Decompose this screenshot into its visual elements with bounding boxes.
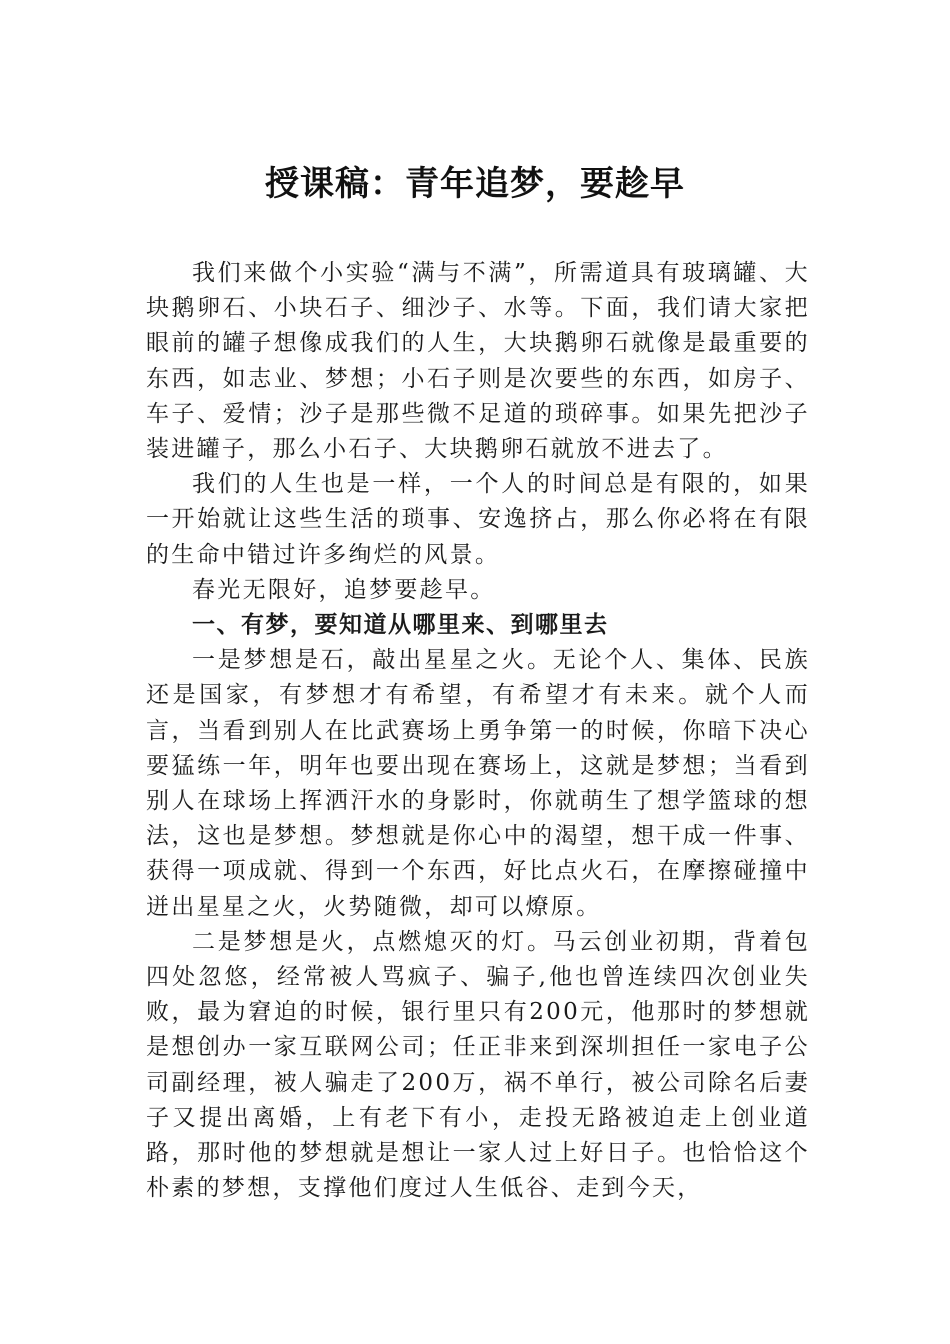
section-heading: 一、有梦，要知道从哪里来、到哪里去 — [192, 612, 609, 639]
intro-paragraph-3: 春光无限好，追梦要趁早。 — [192, 576, 496, 603]
section-paragraph-2: 二是梦想是火，点燃熄灭的灯。马云创业初期，背着包四处忽悠，经常被人骂疯子、骗子,他也曾连续四次创业失败，最为窘迫的时候，银行里只有200元，他那时的梦想就是想创办一家互联网公司；任正非来到深圳担任一家电子公司副经理，被人骗走了200万，祸不单行，被公司除名后妻子又提出离婚，上有老下有小，走投无路被迫走上创业道路，那时他的梦想就是想让一家人过上好日子。也恰恰这个朴素的梦想，支撑他们度过人生低谷、走到今天， — [146, 928, 810, 1202]
document-title: 授课稿：青年追梦，要趁早 — [265, 164, 685, 204]
document-body — [146, 256, 810, 1206]
intro-paragraph-2: 我们的人生也是一样，一个人的时间总是有限的，如果一开始就让这些生活的琐事、安逸挤占，那么你必将在有限的生命中错过许多绚烂的风景。 — [146, 471, 810, 568]
section-paragraph-1: 一是梦想是石，敲出星星之火。无论个人、集体、民族还是国家，有梦想才有希望，有希望才有未来。就个人而言，当看到别人在比武赛场上勇争第一的时候，你暗下决心要猛练一年，明年也要出现在赛场上，这就是梦想；当看到别人在球场上挥洒汗水的身影时，你就萌生了想学篮球的想法，这也是梦想。梦想就是你心中的渴望，想干成一件事、获得一项成就、得到一个东西，好比点火石，在摩擦碰撞中迸出星星之火，火势随微，却可以燎原。 — [146, 647, 810, 920]
intro-paragraph-1: 我们来做个小实验“满与不满”，所需道具有玻璃罐、大块鹅卵石、小块石子、细沙子、水等。下面，我们请大家把眼前的罐子想像成我们的人生，大块鹅卵石就像是最重要的东西，如志业、梦想；小石子则是次要些的东西，如房子、车子、爱情；沙子是那些微不足道的琐碎事。如果先把沙子装进罐子，那么小石子、大块鹅卵石就放不进去了。 — [146, 260, 810, 463]
